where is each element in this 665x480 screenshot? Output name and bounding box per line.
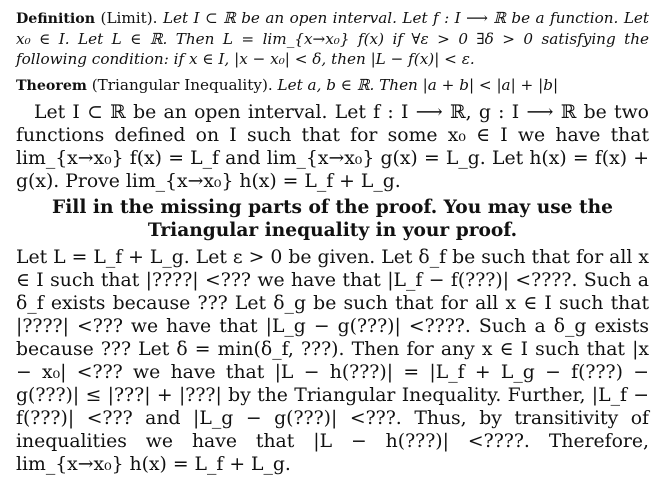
theorem-block: [16, 75, 649, 96]
definition-block: [16, 8, 649, 69]
definition-title: (Limit).: [100, 9, 158, 27]
proof-text: Let L = L_f + L_g. Let ε > 0 be given. Let δ_f be such that for all x ∈ I such that |????| <??? we have that |L_f − f(???)| <????. Such a δ_f exists because ??? Let δ_g be such that for all x ∈ I such that |????| <??? we have that |L_g − g(???)| <????. Such a δ_g exists because ??? Let δ = min(δ_f, ???). Then for any x ∈ I such that |x − x₀| <??? we have that |L − h(???)| = |L_f + L_g − f(???) − g(???)| ≤ |???| + |???| by the Triangular Inequality. Further, |L_f − f(???)| <??? and |L_g − g(???)| <???. Thus, by transitivity of inequalities we have that |L − h(???)| <????. Therefore, lim_{x→x₀} h(x) = L_f + L_g.: [16, 247, 649, 475]
theorem-title: (Triangular Inequality).: [91, 76, 273, 94]
theorem-heading: Theorem: [16, 78, 87, 94]
instruction-line-2: Triangular inequality in your proof.: [147, 220, 518, 241]
problem-statement: Let I ⊂ ℝ be an open interval. Let f : I ⟶ ℝ, g : I ⟶ ℝ be two functions defined on I such that for some x₀ ∈ I we have that lim_{x→x₀} f(x) = L_f and lim_{x→x₀} g(x) = L_g. Let h(x) = f(x) + g(x). Prove lim_{x→x₀} h(x) = L_f + L_g.: [16, 102, 649, 192]
definition-heading: Definition: [16, 11, 96, 27]
instruction: [16, 196, 649, 242]
theorem-body: Let a, b ∈ ℝ. Then |a + b| < |a| + |b|: [277, 76, 559, 94]
definition-body: Let I ⊂ ℝ be an open interval. Let f : I ⟶ ℝ be a function. Let x₀ ∈ I. Let L ∈ ℝ. Then L = lim_{x→x₀} f(x) if ∀ε > 0 ∃δ > 0 satisfying the following condition: if x ∈ I, |x − x₀| < δ, then |L − f(x)| < ε.: [16, 9, 649, 68]
instruction-line-1: Fill in the missing parts of the proof. You may use the: [52, 197, 613, 218]
